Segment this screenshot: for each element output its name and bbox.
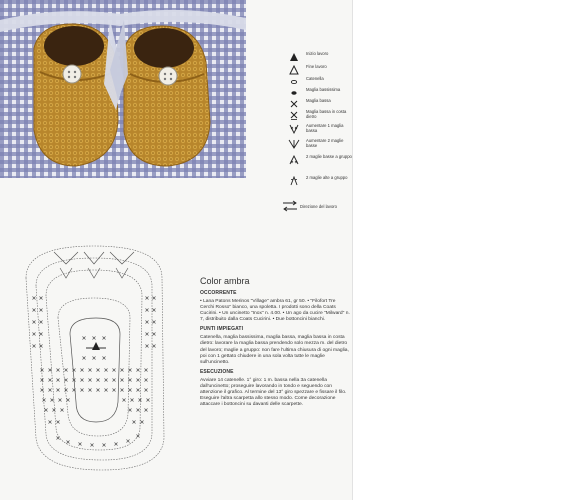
occorrente-heading: OCCORRENTE [200,290,237,296]
legend-item [284,52,352,64]
crochet-chart [14,238,189,478]
legend-label: Fine lavoro [306,64,327,69]
esecuzione-heading: ESECUZIONE [200,368,234,375]
legend-label: 2 maglie alte a gruppo [306,175,348,180]
due-maglie-alte-gruppo-icon [288,176,300,186]
legend-label: Aumentare 2 maglie basse [306,138,344,148]
legend-label: Maglia bassa in costa dietro [306,109,347,119]
maglia-bassa-costa-dietro-icon [288,110,300,120]
instructions [200,276,350,411]
direction-label: Direzione del lavoro [300,204,338,209]
legend-label: Catenella [306,76,324,81]
punti-heading: PUNTI IMPIEGATI [200,326,244,333]
pattern-title: Color ambra [200,276,250,286]
inizio-lavoro-icon [288,52,300,62]
aumentare-2-icon [288,139,300,149]
legend-label: Maglia bassissima [306,87,341,92]
occorrente-text: • Lana Patons Merinos "Village" ambra 61, gr 50. • "Filofort Tre Cerchi Rosso" bianco, una spoletta. I prodotti sono della Coats Cucirini. • Un uncinetto "Inox" n. 4.00. • Un ago da cucire "Milward" n. 7, distribuito dalla Coats Cucirini. • Due bottoncini bianchi. [200,299,350,323]
legend-label: Inizio lavoro [306,51,329,56]
legend-item [284,110,352,122]
legend-item [284,124,352,136]
direction-arrows-icon [282,199,298,213]
due-maglie-basse-gruppo-icon [288,155,300,165]
baby-shoes-photo [0,0,246,178]
legend-label: Aumentare 1 maglia bassa [306,123,344,133]
punti-text: Catenella, maglia bassissima, maglia bassa, maglia bassa in costa dietro: lavorare la maglia bassa prendendo solo mezza m. del dietro del lavoro; maglie a gruppo: non fare l'ultima chiusura di ogni maglia, poi con 1 gettato chiudere in una sola volta tutte le maglie sull'uncinetto. [200,335,349,365]
baby-shoes-illustration [0,0,246,178]
catenella-icon [288,77,300,87]
esecuzione-text: Avviare 14 catenelle. 1° giro: 1 m. bassa nella 3a catenella dall'uncinetto; proseguire lavorando in tondo e seguendo con attenzione il grafico. Al termine del 13° giro spezzare e fissare il filo. Eseguire l'altra scarpetta allo stesso modo. Come decorazione attaccare i bottoncini su davanti delle scarpette. [200,377,347,408]
legend-item [284,176,352,188]
legend-label: Maglia bassa [306,98,331,103]
aumentare-1-icon [288,124,300,134]
maglia-bassissima-icon [288,88,300,98]
legend-item [284,155,352,167]
crochet-chart-symbols [14,238,189,478]
legend-item [284,139,352,151]
fine-lavoro-icon [288,65,300,75]
maglia-bassa-icon [288,99,300,109]
work-direction-legend [282,198,352,216]
legend-label: 2 maglie basse a gruppo [306,154,352,159]
